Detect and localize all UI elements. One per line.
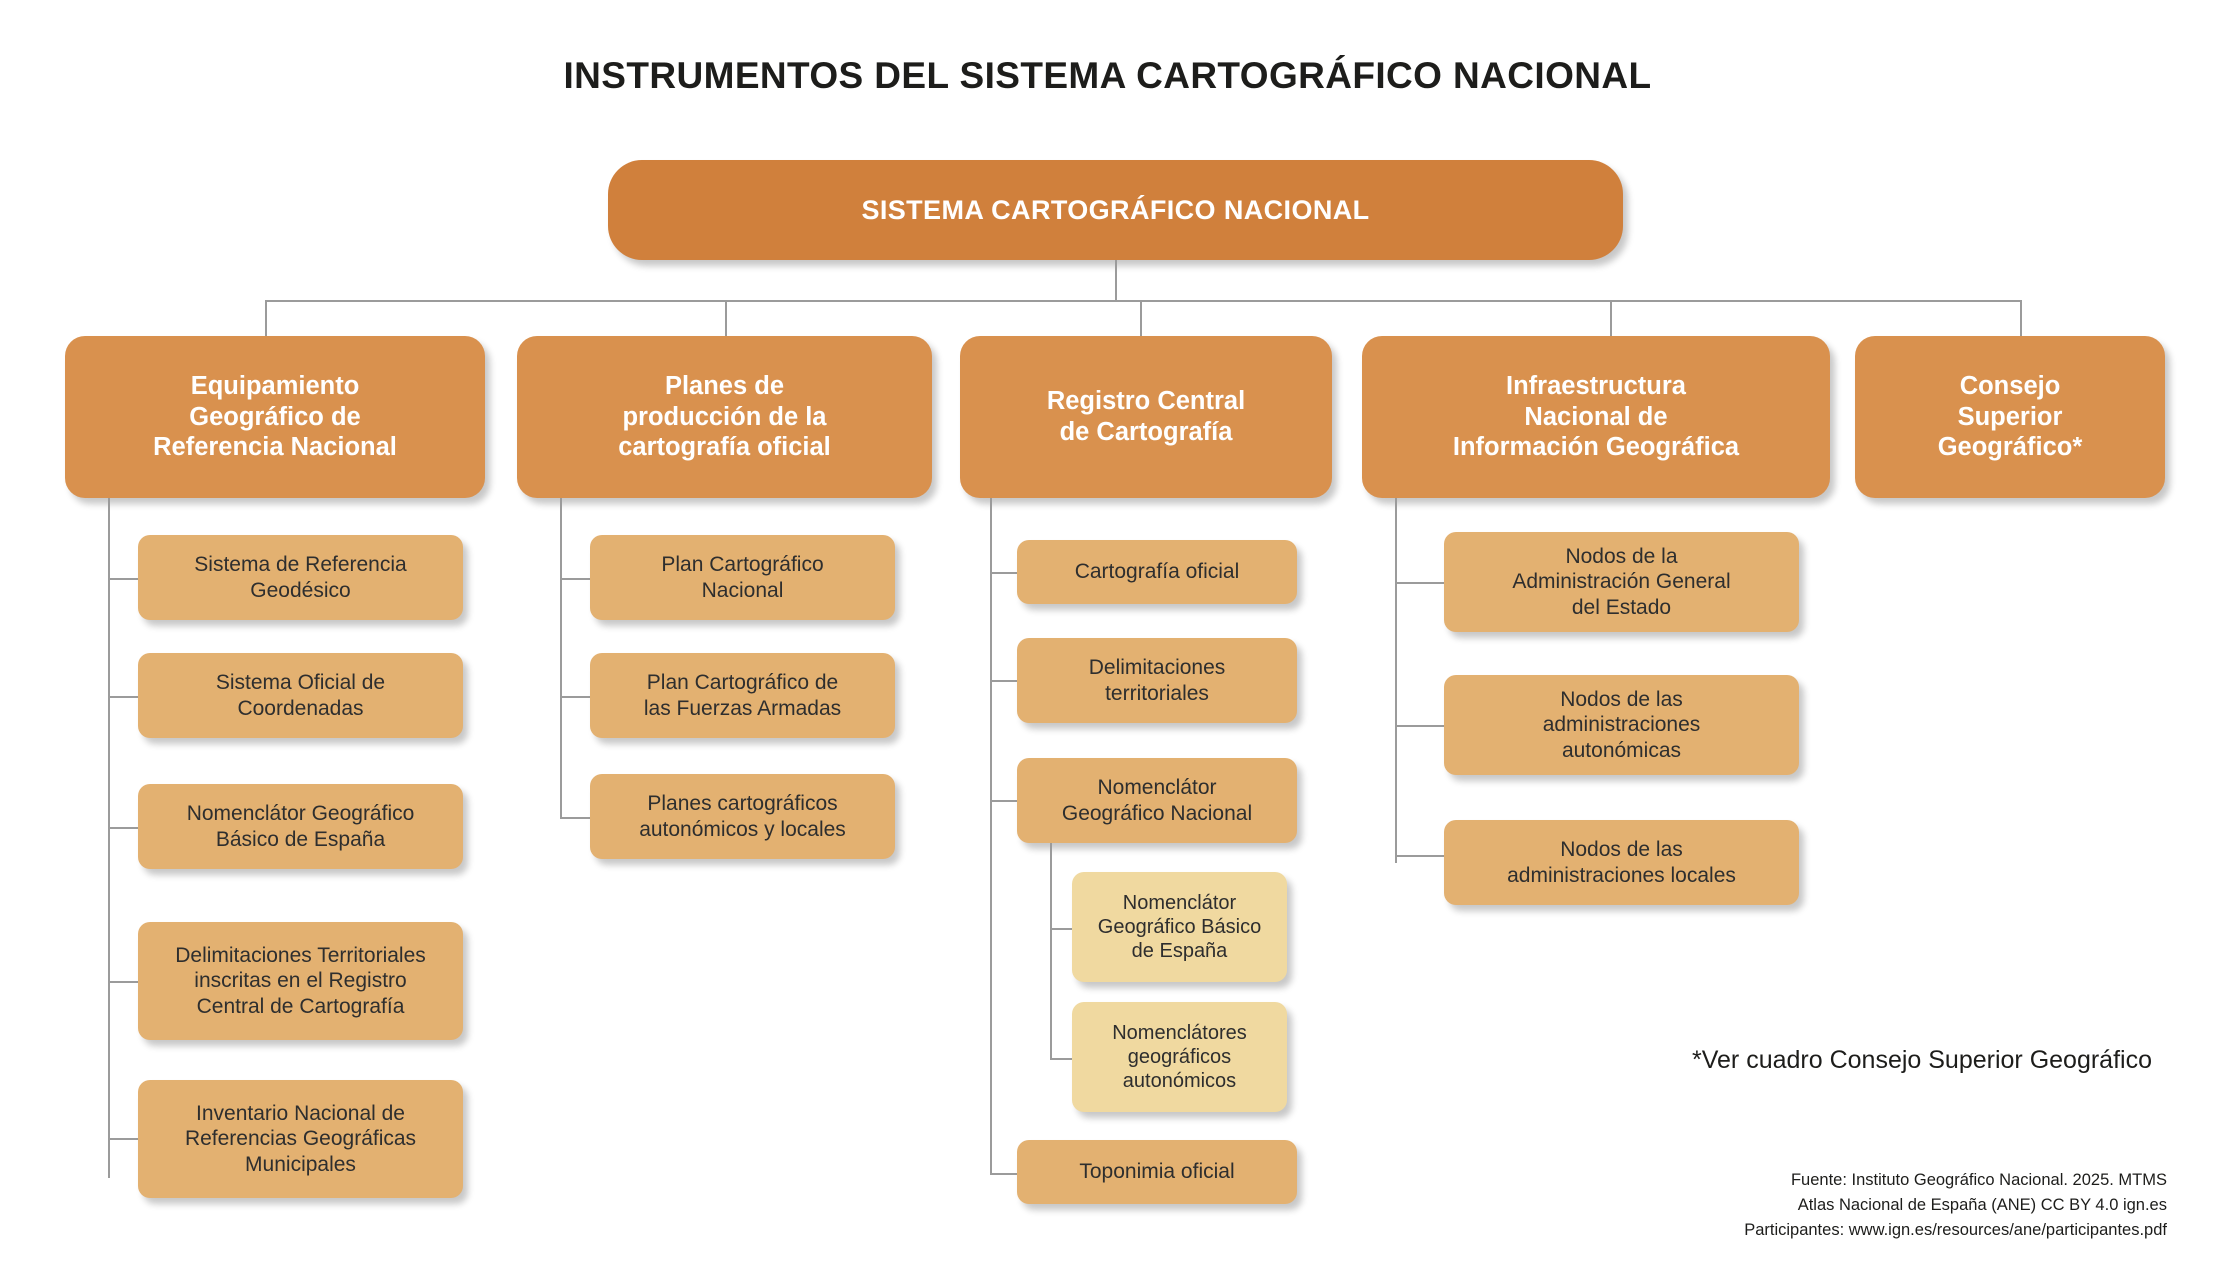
leaf-planes-cartograficos-autonomicos-locales[interactable]: Planes cartográficos autonómicos y locales [590,774,895,859]
connector-drop-1 [265,300,267,336]
leaf-inventario-nacional-referencias[interactable]: Inventario Nacional de Referencias Geográficas Municipales [138,1080,463,1198]
connector-b2-c1 [560,578,590,580]
connector-b1-c4 [108,981,138,983]
connector-b3-s2 [1050,1058,1072,1060]
connector-branch3-sub-spine [1050,843,1052,1060]
leaf-plan-cartografico-nacional[interactable]: Plan Cartográfico Nacional [590,535,895,620]
page-title: INSTRUMENTOS DEL SISTEMA CARTOGRÁFICO NACIONAL [563,55,1652,96]
source-line-3: Participantes: www.ign.es/resources/ane/participantes.pdf [1744,1220,2167,1239]
connector-bus [265,300,2020,302]
branch-node-infraestructura-nacional[interactable]: Infraestructura Nacional de Información Geográfica [1362,336,1830,498]
root-node[interactable]: SISTEMA CARTOGRÁFICO NACIONAL [608,160,1623,260]
footnote-consejo-superior: *Ver cuadro Consejo Superior Geográfico [1692,1046,2152,1074]
connector-b2-c2 [560,696,590,698]
leaf-cartografia-oficial[interactable]: Cartografía oficial [1017,540,1297,604]
leaf-nomenclator-geografico-basico[interactable]: Nomenclátor Geográfico Básico de España [138,784,463,869]
connector-branch1-spine [108,498,110,1178]
connector-b3-c3 [990,800,1017,802]
connector-drop-5 [2020,300,2022,336]
subleaf-nomenclator-geografico-basico-espana[interactable]: Nomenclátor Geográfico Básico de España [1072,872,1287,982]
connector-b1-c2 [108,696,138,698]
connector-b3-c4 [990,1173,1017,1175]
leaf-toponimia-oficial[interactable]: Toponimia oficial [1017,1140,1297,1204]
connector-branch4-spine [1395,498,1397,863]
leaf-delimitaciones-territoriales-registro[interactable]: Delimitaciones Territoriales inscritas en el Registro Central de Cartografía [138,922,463,1040]
connector-drop-3 [1140,300,1142,336]
branch-node-consejo-superior[interactable]: Consejo Superior Geográfico* [1855,336,2165,498]
connector-b3-s1 [1050,928,1072,930]
branch-node-equipamiento-geografico[interactable]: Equipamiento Geográfico de Referencia Nacional [65,336,485,498]
connector-b4-c2 [1395,725,1444,727]
source-line-1: Fuente: Instituto Geográfico Nacional. 2025. MTMS [1790,1171,2167,1189]
branch-node-planes-produccion[interactable]: Planes de producción de la cartografía oficial [517,336,932,498]
connector-b1-c3 [108,827,138,829]
leaf-nodos-administraciones-locales[interactable]: Nodos de las administraciones locales [1444,820,1799,905]
leaf-plan-cartografico-fuerzas-armadas[interactable]: Plan Cartográfico de las Fuerzas Armadas [590,653,895,738]
source-line-2: Atlas Nacional de España (ANE) CC BY 4.0 ign.es [1797,1195,2167,1214]
leaf-sistema-referencia-geodesico[interactable]: Sistema de Referencia Geodésico [138,535,463,620]
connector-b2-c3 [560,817,590,819]
subleaf-nomenclatores-geograficos-autonomicos[interactable]: Nomenclátores geográficos autonómicos [1072,1002,1287,1112]
connector-branch3-spine [990,498,992,1173]
leaf-nodos-administracion-general-estado[interactable]: Nodos de la Administración General del Estado [1444,532,1799,632]
connector-root-stem [1115,260,1117,300]
connector-b3-c2 [990,680,1017,682]
connector-b3-c1 [990,572,1017,574]
connector-b1-c5 [108,1138,138,1140]
connector-drop-4 [1610,300,1612,336]
leaf-nodos-administraciones-autonomicas[interactable]: Nodos de las administraciones autonómicas [1444,675,1799,775]
branch-node-registro-central[interactable]: Registro Central de Cartografía [960,336,1332,498]
connector-branch2-spine [560,498,562,818]
connector-b4-c1 [1395,582,1444,584]
leaf-delimitaciones-territoriales[interactable]: Delimitaciones territoriales [1017,638,1297,723]
leaf-sistema-oficial-coordenadas[interactable]: Sistema Oficial de Coordenadas [138,653,463,738]
leaf-nomenclator-geografico-nacional[interactable]: Nomenclátor Geográfico Nacional [1017,758,1297,843]
connector-b1-c1 [108,578,138,580]
connector-b4-c3 [1395,855,1444,857]
connector-drop-2 [725,300,727,336]
source-credits [1744,1168,2167,1242]
